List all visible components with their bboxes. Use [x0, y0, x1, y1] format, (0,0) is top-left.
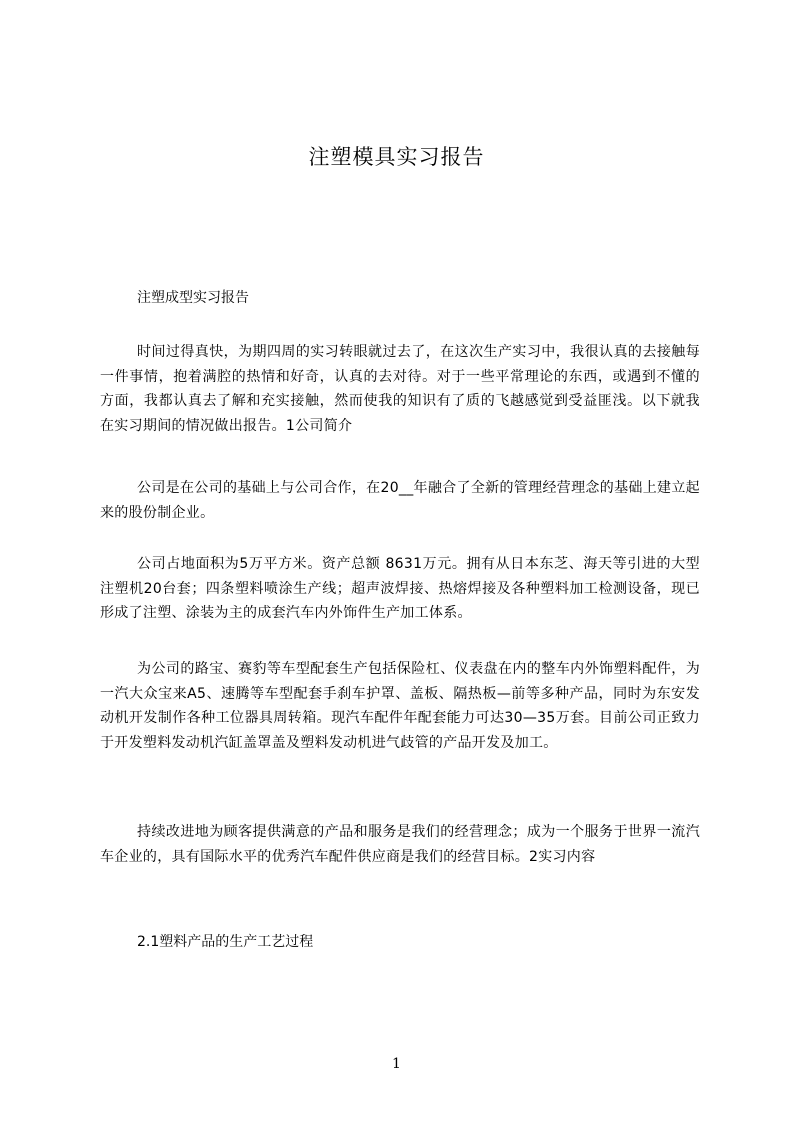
page-number: 1	[392, 1056, 401, 1072]
paragraph-intro: 时间过得真快，为期四周的实习转眼就过去了，在这次生产实习中，我很认真的去接触每一件事情，抱着满腔的热情和好奇，认真的去对待。对于一些平常理论的东西，或遇到不懂的方面，我都认真去了解和充实接触，然而使我的知识有了质的飞越感觉到受益匪浅。以下就我在实习期间的情况做出报告。1公司简介	[100, 344, 700, 434]
document-title: 注塑模具实习报告	[308, 145, 485, 169]
paragraph-products: 为公司的路宝、赛豹等车型配套生产包括保险杠、仪表盘在内的整车内外饰塑料配件，为一汽大众宝来A5、速腾等车型配套手刹车护罩、盖板、隔热板—前等多种产品，同时为东安发动机开发制作各种工位器具周转箱。现汽车配件年配套能力可达30—35万套。目前公司正致力于开发塑料发动机汽缸盖罩盖及塑料发动机进气歧管的产品开发及加工。	[100, 661, 700, 751]
document-subtitle: 注塑成型实习报告	[137, 290, 249, 306]
paragraph-company-assets: 公司占地面积为5万平方米。资产总额 8631万元。拥有从日本东芝、海天等引进的大型注塑机20台套；四条塑料喷涂生产线；超声波焊接、热熔焊接及各种塑料加工检测设备，现已形成了注塑、涂装为主的成套汽车内外饰件生产加工体系。	[100, 556, 700, 621]
paragraph-philosophy: 持续改进地为顾客提供满意的产品和服务是我们的经营理念；成为一个服务于世界一流汽车企业的，具有国际水平的优秀汽车配件供应商是我们的经营目标。2实习内容	[100, 824, 700, 865]
section-heading: 2.1塑料产品的生产工艺过程	[137, 934, 314, 950]
paragraph-company-background: 公司是在公司的基础上与公司合作，在20__年融合了全新的管理经营理念的基础上建立起来的股份制企业。	[100, 480, 700, 521]
